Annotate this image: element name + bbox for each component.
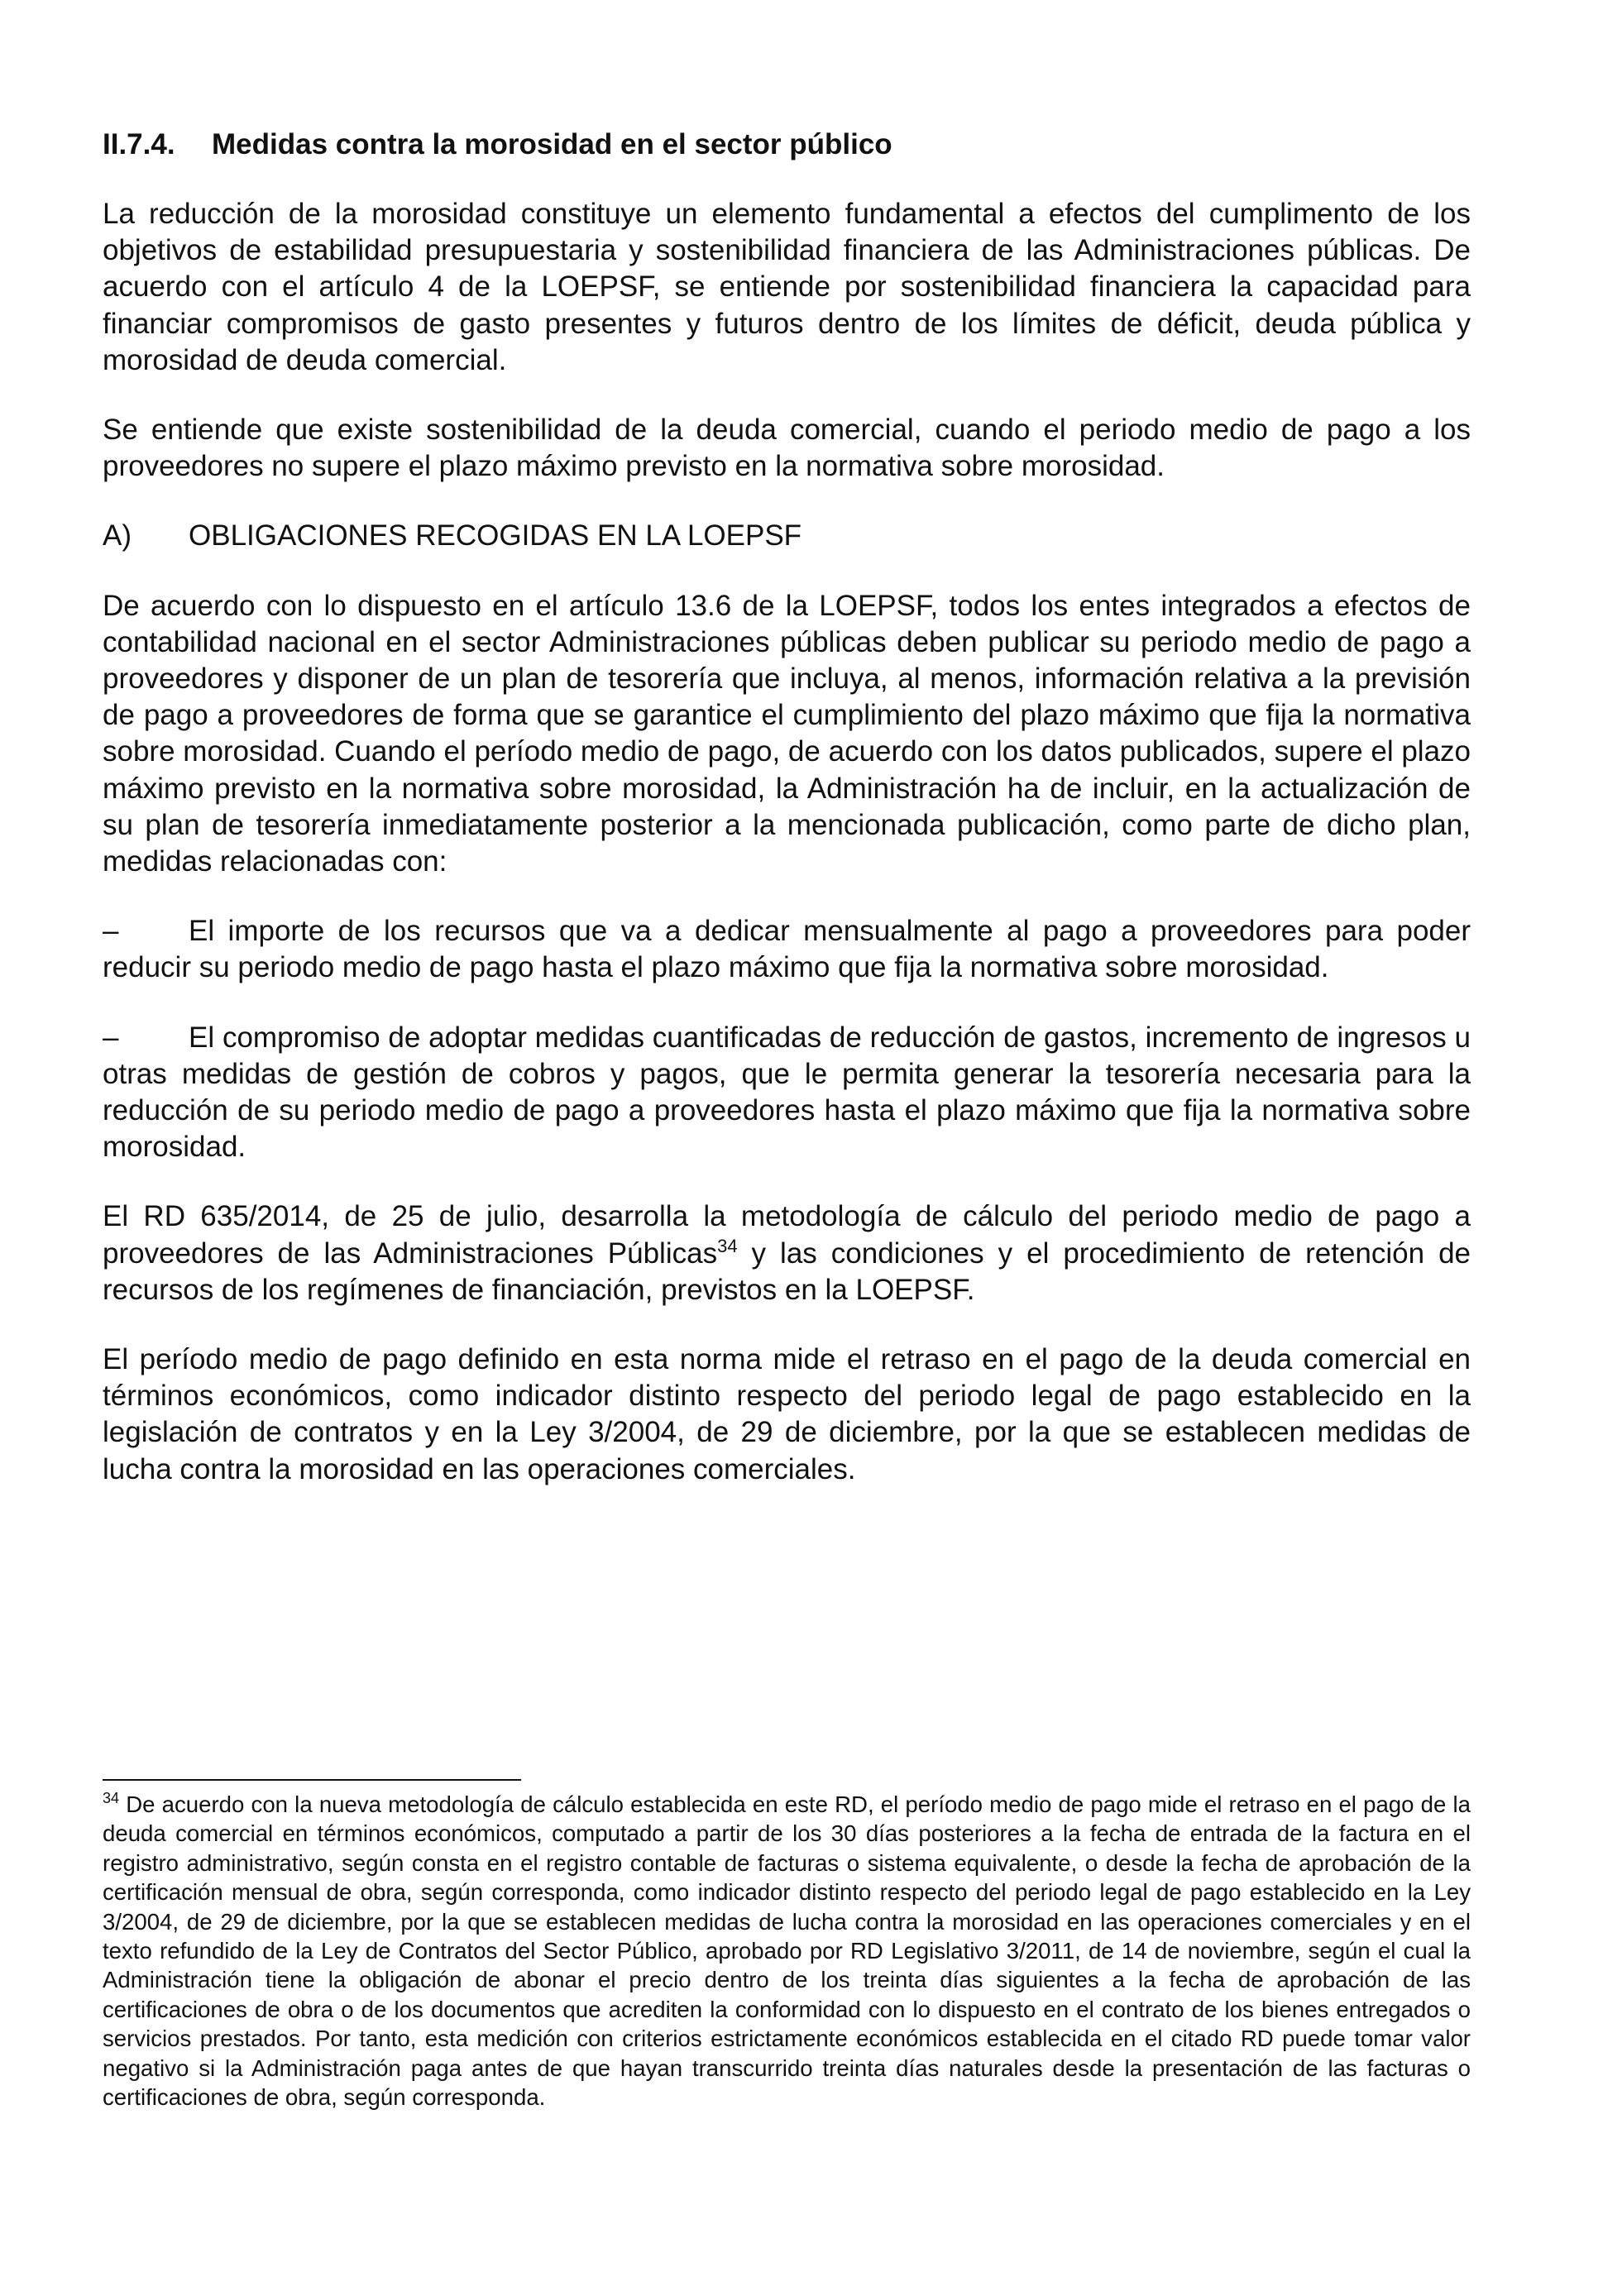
paragraph-2: Se entiende que existe sostenibilidad de la deuda comercial, cuando el periodo medio de pago a los proveedores no supere el plazo máximo previsto en la normativa sobre morosidad. xyxy=(103,414,1471,483)
footnote-number: 34 xyxy=(103,1790,120,1806)
bullet-2-text: El compromiso de adoptar medidas cuantificadas de reducción de gastos, incremento de ingresos u otras medidas de gestión de cobros y pagos, que le permita generar la tesorería necesaria para la reducción de su periodo medio de pago a proveedores hasta el plazo máximo que fija la normativa sobre morosidad. xyxy=(103,1021,1471,1164)
footnote-reference: 34 xyxy=(717,1235,738,1256)
bullet-item-2 xyxy=(103,1020,1471,1166)
footnote-text: De acuerdo con la nueva metodología de cálculo establecida en este RD, el período medio de pago mide el retraso en el pago de la deuda comercial en términos económicos, computado a partir de los 30 días posteriores a la fecha de entrada de la factura en el registro administrativo, según consta en el registro contable de facturas o sistema equivalente, o desde la fecha de aprobación de la certificación mensual de obra, según corresponda, como indicador distinto respecto del periodo legal de pago establecido en la Ley 3/2004, de 29 de diciembre, por la que se establecen medidas de lucha contra la morosidad en las operaciones comerciales y en el texto refundido de la Ley de Contratos del Sector Público, aprobado por RD Legislativo 3/2011, de 14 de noviembre, según el cual la Administración tiene la obligación de abonar el precio dentro de los treinta días siguientes a la fecha de aprobación de las certificaciones de obra o de los documentos que acrediten la conformidad con lo dispuesto en el contrato de los bienes entregados o servicios prestados. Por tanto, esta medición con criterios estrictamente económicos establecida en el citado RD puede tomar valor negativo si la Administración paga antes de que hayan transcurrido treinta días naturales desde la presentación de las facturas o certificaciones de obra, según corresponda. xyxy=(103,1791,1471,2111)
paragraph-4-text-b: y las condiciones y el procedimiento de retención de recursos de los regímenes de financiación, previstos en la LOEPSF. xyxy=(103,1236,1471,1306)
section-title: Medidas contra la morosidad en el sector público xyxy=(212,128,892,160)
footnote xyxy=(103,1790,1471,2112)
section-number: II.7.4. xyxy=(103,128,175,160)
footnote-divider xyxy=(103,1779,521,1781)
paragraph-5: El período medio de pago definido en esta norma mide el retraso en el pago de la deuda comercial en términos económicos, como indicador distinto respecto del periodo legal de pago establecido en la legislación de contratos y en la Ley 3/2004, de 29 de diciembre, por la que se establecen medidas de lucha contra la morosidad en las operaciones comerciales. xyxy=(103,1343,1471,1485)
paragraph-4 xyxy=(103,1198,1471,1308)
subsection-title: OBLIGACIONES RECOGIDAS EN LA LOEPSF xyxy=(189,519,802,552)
paragraph-3: De acuerdo con lo dispuesto en el artículo 13.6 de la LOEPSF, todos los entes integrados a efectos de contabilidad nacional en el sector Administraciones públicas deben publicar su periodo medio de pago a proveedores y disponer de un plan de tesorería que incluya, al menos, información relativa a la previsión de pago a proveedores de forma que se garantice el cumplimiento del plazo máximo que fija la normativa sobre morosidad. Cuando el período medio de pago, de acuerdo con los datos publicados, supere el plazo máximo previsto en la normativa sobre morosidad, la Administración ha de incluir, en la actualización de su plan de tesorería inmediatamente posterior a la mencionada publicación, como parte de dicho plan, medidas relacionadas con: xyxy=(103,589,1471,878)
bullet-1-text: El importe de los recursos que va a dedicar mensualmente al pago a proveedores para poder reducir su periodo medio de pago hasta el plazo máximo que fija la normativa sobre morosidad. xyxy=(103,915,1471,984)
bullet-dash-icon: – xyxy=(103,1021,119,1054)
subsection-heading xyxy=(103,518,1471,554)
paragraph-4-text-a: El RD 635/2014, de 25 de julio, desarrolla la metodología de cálculo del periodo medio de pago a proveedores de las Administraciones Públicas xyxy=(103,1200,1471,1270)
document-body xyxy=(103,126,1471,1521)
bullet-dash-icon: – xyxy=(103,915,119,948)
paragraph-1: La reducción de la morosidad constituye un elemento fundamental a efectos del cumplimento de los objetivos de estabilidad presupuestaria y sostenibilidad financiera de las Administraciones públicas. De acuerdo con el artículo 4 de la LOEPSF, se entiende por sostenibilidad financiera la capacidad para financiar compromisos de gasto presentes y futuros dentro de los límites de déficit, deuda pública y morosidad de deuda comercial. xyxy=(103,198,1471,376)
subsection-letter: A) xyxy=(103,519,132,552)
bullet-item-1 xyxy=(103,913,1471,986)
section-heading xyxy=(103,126,1471,163)
